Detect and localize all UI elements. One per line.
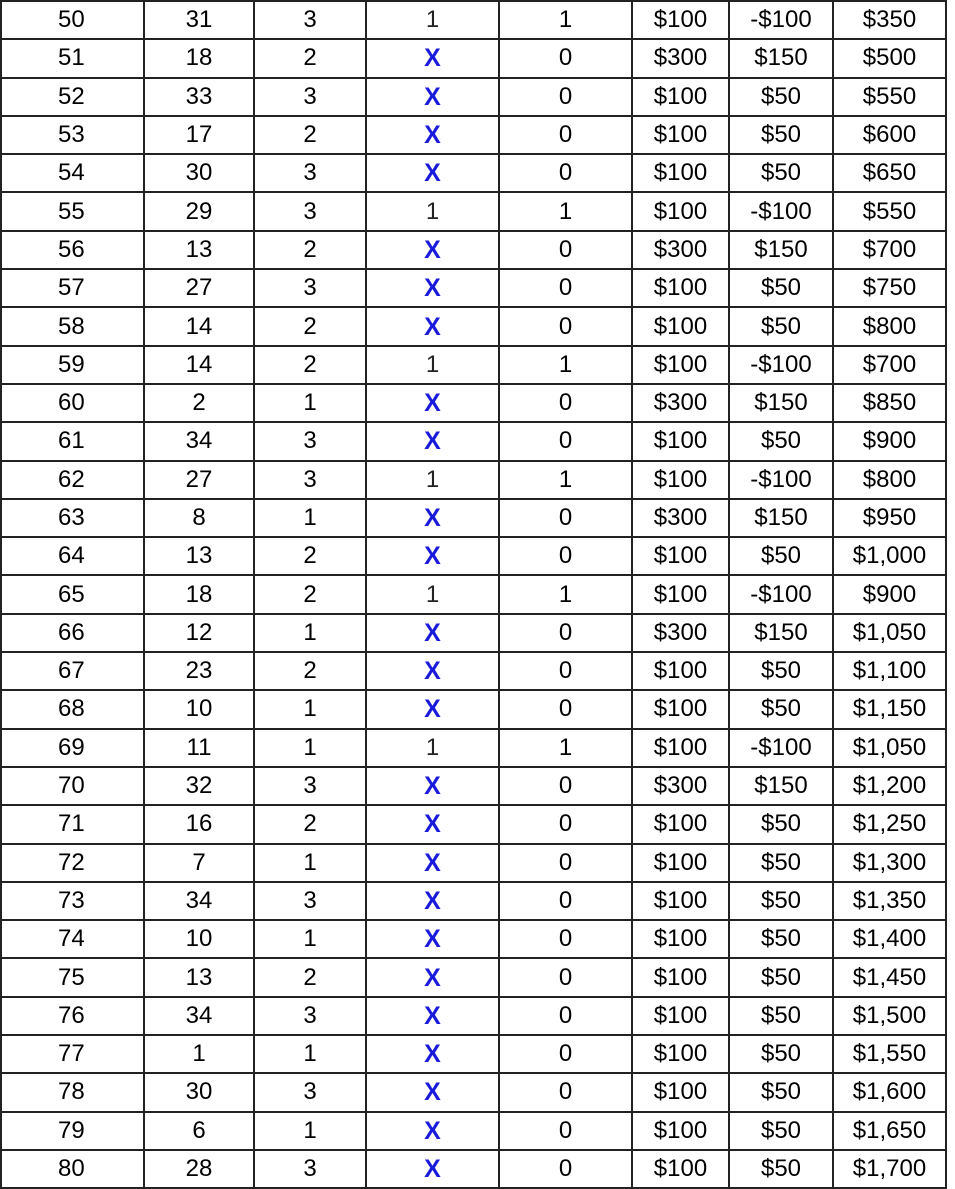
row-number-cell: 68 xyxy=(1,690,144,728)
flag-cell: 0 xyxy=(499,1035,632,1073)
wager-cell: $100 xyxy=(632,537,729,575)
wager-cell: $300 xyxy=(632,231,729,269)
row-number-cell: 74 xyxy=(1,920,144,958)
total-cell: $550 xyxy=(833,78,946,116)
count-cell: 18 xyxy=(144,39,254,77)
group-cell: 2 xyxy=(254,537,366,575)
row-number-cell: 66 xyxy=(1,614,144,652)
group-cell: 2 xyxy=(254,652,366,690)
group-cell: 1 xyxy=(254,614,366,652)
mark-cell: X xyxy=(366,499,499,537)
flag-cell: 0 xyxy=(499,652,632,690)
table-row xyxy=(1,920,946,958)
change-cell: $150 xyxy=(729,231,833,269)
total-cell: $1,600 xyxy=(833,1073,946,1111)
table-row xyxy=(1,537,946,575)
table-row xyxy=(1,461,946,499)
mark-cell: X xyxy=(366,882,499,920)
group-cell: 2 xyxy=(254,39,366,77)
change-cell: $50 xyxy=(729,920,833,958)
table-row xyxy=(1,575,946,613)
group-cell: 3 xyxy=(254,192,366,230)
change-cell: $50 xyxy=(729,154,833,192)
total-cell: $1,550 xyxy=(833,1035,946,1073)
row-number-cell: 55 xyxy=(1,192,144,230)
row-number-cell: 72 xyxy=(1,844,144,882)
flag-cell: 1 xyxy=(499,1,632,39)
count-cell: 28 xyxy=(144,1150,254,1188)
row-number-cell: 78 xyxy=(1,1073,144,1111)
flag-cell: 0 xyxy=(499,690,632,728)
group-cell: 1 xyxy=(254,690,366,728)
group-cell: 1 xyxy=(254,844,366,882)
count-cell: 27 xyxy=(144,269,254,307)
flag-cell: 1 xyxy=(499,461,632,499)
mark-cell: X xyxy=(366,997,499,1035)
count-cell: 34 xyxy=(144,882,254,920)
table-row xyxy=(1,729,946,767)
row-number-cell: 53 xyxy=(1,116,144,154)
count-cell: 2 xyxy=(144,384,254,422)
table-row xyxy=(1,499,946,537)
row-number-cell: 54 xyxy=(1,154,144,192)
mark-cell: X xyxy=(366,652,499,690)
mark-cell: X xyxy=(366,1112,499,1150)
count-cell: 31 xyxy=(144,1,254,39)
group-cell: 3 xyxy=(254,78,366,116)
wager-cell: $100 xyxy=(632,78,729,116)
count-cell: 30 xyxy=(144,154,254,192)
count-cell: 1 xyxy=(144,1035,254,1073)
mark-cell: X xyxy=(366,1073,499,1111)
mark-cell: X xyxy=(366,690,499,728)
change-cell: -$100 xyxy=(729,1,833,39)
flag-cell: 0 xyxy=(499,154,632,192)
mark-cell: X xyxy=(366,269,499,307)
count-cell: 7 xyxy=(144,844,254,882)
group-cell: 2 xyxy=(254,231,366,269)
wager-cell: $100 xyxy=(632,307,729,345)
total-cell: $1,050 xyxy=(833,614,946,652)
change-cell: $50 xyxy=(729,844,833,882)
group-cell: 2 xyxy=(254,346,366,384)
change-cell: $50 xyxy=(729,537,833,575)
mark-cell: X xyxy=(366,422,499,460)
total-cell: $650 xyxy=(833,154,946,192)
wager-cell: $100 xyxy=(632,461,729,499)
table-row xyxy=(1,767,946,805)
total-cell: $550 xyxy=(833,192,946,230)
table-row xyxy=(1,1035,946,1073)
table-row xyxy=(1,882,946,920)
table-row xyxy=(1,1150,946,1188)
total-cell: $900 xyxy=(833,422,946,460)
group-cell: 3 xyxy=(254,422,366,460)
group-cell: 3 xyxy=(254,1,366,39)
flag-cell: 1 xyxy=(499,575,632,613)
change-cell: $50 xyxy=(729,1035,833,1073)
wager-cell: $100 xyxy=(632,920,729,958)
wager-cell: $100 xyxy=(632,805,729,843)
wager-cell: $100 xyxy=(632,652,729,690)
total-cell: $700 xyxy=(833,231,946,269)
table-body xyxy=(1,1,946,1188)
total-cell: $350 xyxy=(833,1,946,39)
flag-cell: 0 xyxy=(499,422,632,460)
mark-cell: X xyxy=(366,78,499,116)
table-row xyxy=(1,1,946,39)
table-row xyxy=(1,192,946,230)
flag-cell: 0 xyxy=(499,384,632,422)
group-cell: 1 xyxy=(254,1112,366,1150)
wager-cell: $100 xyxy=(632,116,729,154)
flag-cell: 0 xyxy=(499,1150,632,1188)
change-cell: -$100 xyxy=(729,729,833,767)
count-cell: 32 xyxy=(144,767,254,805)
row-number-cell: 63 xyxy=(1,499,144,537)
total-cell: $950 xyxy=(833,499,946,537)
group-cell: 3 xyxy=(254,154,366,192)
row-number-cell: 64 xyxy=(1,537,144,575)
mark-cell: X xyxy=(366,307,499,345)
row-number-cell: 70 xyxy=(1,767,144,805)
change-cell: $50 xyxy=(729,1073,833,1111)
table-row xyxy=(1,958,946,996)
total-cell: $800 xyxy=(833,461,946,499)
wager-cell: $100 xyxy=(632,1150,729,1188)
wager-cell: $100 xyxy=(632,1112,729,1150)
total-cell: $850 xyxy=(833,384,946,422)
mark-cell: X xyxy=(366,1035,499,1073)
row-number-cell: 75 xyxy=(1,958,144,996)
row-number-cell: 76 xyxy=(1,997,144,1035)
table-row xyxy=(1,690,946,728)
change-cell: $50 xyxy=(729,805,833,843)
mark-cell: X xyxy=(366,384,499,422)
total-cell: $1,450 xyxy=(833,958,946,996)
count-cell: 12 xyxy=(144,614,254,652)
mark-cell: X xyxy=(366,844,499,882)
total-cell: $1,250 xyxy=(833,805,946,843)
row-number-cell: 61 xyxy=(1,422,144,460)
table-row xyxy=(1,78,946,116)
table-row xyxy=(1,39,946,77)
wager-cell: $100 xyxy=(632,844,729,882)
table-row xyxy=(1,422,946,460)
row-number-cell: 80 xyxy=(1,1150,144,1188)
table-row xyxy=(1,844,946,882)
flag-cell: 0 xyxy=(499,78,632,116)
change-cell: -$100 xyxy=(729,192,833,230)
total-cell: $1,400 xyxy=(833,920,946,958)
total-cell: $750 xyxy=(833,269,946,307)
mark-cell: X xyxy=(366,39,499,77)
change-cell: $50 xyxy=(729,116,833,154)
flag-cell: 0 xyxy=(499,958,632,996)
group-cell: 2 xyxy=(254,575,366,613)
mark-cell: 1 xyxy=(366,346,499,384)
table-row xyxy=(1,1073,946,1111)
row-number-cell: 73 xyxy=(1,882,144,920)
mark-cell: 1 xyxy=(366,575,499,613)
change-cell: $50 xyxy=(729,958,833,996)
row-number-cell: 57 xyxy=(1,269,144,307)
mark-cell: X xyxy=(366,116,499,154)
row-number-cell: 60 xyxy=(1,384,144,422)
mark-cell: X xyxy=(366,958,499,996)
flag-cell: 0 xyxy=(499,39,632,77)
group-cell: 2 xyxy=(254,958,366,996)
mark-cell: X xyxy=(366,154,499,192)
flag-cell: 1 xyxy=(499,192,632,230)
group-cell: 1 xyxy=(254,920,366,958)
flag-cell: 0 xyxy=(499,307,632,345)
row-number-cell: 71 xyxy=(1,805,144,843)
table-row xyxy=(1,614,946,652)
total-cell: $1,700 xyxy=(833,1150,946,1188)
count-cell: 18 xyxy=(144,575,254,613)
wager-cell: $300 xyxy=(632,614,729,652)
change-cell: $150 xyxy=(729,384,833,422)
change-cell: $50 xyxy=(729,690,833,728)
count-cell: 29 xyxy=(144,192,254,230)
table-row xyxy=(1,384,946,422)
wager-cell: $100 xyxy=(632,958,729,996)
row-number-cell: 59 xyxy=(1,346,144,384)
count-cell: 14 xyxy=(144,307,254,345)
group-cell: 1 xyxy=(254,384,366,422)
wager-cell: $100 xyxy=(632,192,729,230)
change-cell: $50 xyxy=(729,422,833,460)
row-number-cell: 51 xyxy=(1,39,144,77)
total-cell: $1,100 xyxy=(833,652,946,690)
table-row xyxy=(1,652,946,690)
wager-cell: $100 xyxy=(632,690,729,728)
table-row xyxy=(1,805,946,843)
total-cell: $1,500 xyxy=(833,997,946,1035)
count-cell: 13 xyxy=(144,958,254,996)
change-cell: $150 xyxy=(729,39,833,77)
total-cell: $1,300 xyxy=(833,844,946,882)
flag-cell: 0 xyxy=(499,920,632,958)
change-cell: $150 xyxy=(729,767,833,805)
change-cell: $50 xyxy=(729,652,833,690)
flag-cell: 0 xyxy=(499,269,632,307)
total-cell: $1,150 xyxy=(833,690,946,728)
table-row xyxy=(1,1112,946,1150)
flag-cell: 0 xyxy=(499,1073,632,1111)
mark-cell: X xyxy=(366,805,499,843)
group-cell: 3 xyxy=(254,1073,366,1111)
total-cell: $900 xyxy=(833,575,946,613)
change-cell: $50 xyxy=(729,997,833,1035)
count-cell: 17 xyxy=(144,116,254,154)
count-cell: 34 xyxy=(144,422,254,460)
wager-cell: $100 xyxy=(632,346,729,384)
wager-cell: $300 xyxy=(632,384,729,422)
row-number-cell: 50 xyxy=(1,1,144,39)
count-cell: 8 xyxy=(144,499,254,537)
row-number-cell: 77 xyxy=(1,1035,144,1073)
flag-cell: 0 xyxy=(499,844,632,882)
table-row xyxy=(1,231,946,269)
count-cell: 10 xyxy=(144,920,254,958)
group-cell: 3 xyxy=(254,461,366,499)
count-cell: 34 xyxy=(144,997,254,1035)
group-cell: 2 xyxy=(254,805,366,843)
group-cell: 3 xyxy=(254,1150,366,1188)
row-number-cell: 67 xyxy=(1,652,144,690)
change-cell: $50 xyxy=(729,78,833,116)
flag-cell: 1 xyxy=(499,346,632,384)
count-cell: 23 xyxy=(144,652,254,690)
flag-cell: 0 xyxy=(499,537,632,575)
total-cell: $800 xyxy=(833,307,946,345)
wager-cell: $100 xyxy=(632,1073,729,1111)
flag-cell: 0 xyxy=(499,499,632,537)
total-cell: $1,050 xyxy=(833,729,946,767)
count-cell: 10 xyxy=(144,690,254,728)
count-cell: 27 xyxy=(144,461,254,499)
group-cell: 3 xyxy=(254,269,366,307)
count-cell: 6 xyxy=(144,1112,254,1150)
wager-cell: $100 xyxy=(632,882,729,920)
group-cell: 3 xyxy=(254,767,366,805)
count-cell: 11 xyxy=(144,729,254,767)
count-cell: 16 xyxy=(144,805,254,843)
wager-cell: $100 xyxy=(632,729,729,767)
table-row xyxy=(1,346,946,384)
row-number-cell: 79 xyxy=(1,1112,144,1150)
total-cell: $700 xyxy=(833,346,946,384)
wager-cell: $100 xyxy=(632,575,729,613)
wager-cell: $100 xyxy=(632,154,729,192)
group-cell: 1 xyxy=(254,499,366,537)
wager-cell: $300 xyxy=(632,767,729,805)
mark-cell: X xyxy=(366,920,499,958)
flag-cell: 0 xyxy=(499,231,632,269)
mark-cell: X xyxy=(366,614,499,652)
mark-cell: X xyxy=(366,1150,499,1188)
group-cell: 3 xyxy=(254,997,366,1035)
row-number-cell: 69 xyxy=(1,729,144,767)
total-cell: $500 xyxy=(833,39,946,77)
flag-cell: 0 xyxy=(499,997,632,1035)
flag-cell: 0 xyxy=(499,614,632,652)
row-number-cell: 62 xyxy=(1,461,144,499)
count-cell: 13 xyxy=(144,231,254,269)
flag-cell: 0 xyxy=(499,767,632,805)
wager-cell: $300 xyxy=(632,39,729,77)
row-number-cell: 65 xyxy=(1,575,144,613)
flag-cell: 1 xyxy=(499,729,632,767)
total-cell: $1,200 xyxy=(833,767,946,805)
change-cell: -$100 xyxy=(729,575,833,613)
flag-cell: 0 xyxy=(499,805,632,843)
mark-cell: X xyxy=(366,767,499,805)
table-row xyxy=(1,307,946,345)
count-cell: 30 xyxy=(144,1073,254,1111)
change-cell: $50 xyxy=(729,882,833,920)
wager-cell: $300 xyxy=(632,499,729,537)
mark-cell: X xyxy=(366,231,499,269)
change-cell: $50 xyxy=(729,269,833,307)
row-number-cell: 52 xyxy=(1,78,144,116)
total-cell: $1,350 xyxy=(833,882,946,920)
table-row xyxy=(1,116,946,154)
mark-cell: 1 xyxy=(366,461,499,499)
flag-cell: 0 xyxy=(499,882,632,920)
change-cell: $50 xyxy=(729,1150,833,1188)
change-cell: $50 xyxy=(729,307,833,345)
group-cell: 3 xyxy=(254,882,366,920)
group-cell: 1 xyxy=(254,729,366,767)
change-cell: -$100 xyxy=(729,346,833,384)
wager-cell: $100 xyxy=(632,1035,729,1073)
group-cell: 2 xyxy=(254,307,366,345)
table-row xyxy=(1,269,946,307)
flag-cell: 0 xyxy=(499,1112,632,1150)
mark-cell: 1 xyxy=(366,192,499,230)
count-cell: 33 xyxy=(144,78,254,116)
wager-cell: $100 xyxy=(632,269,729,307)
change-cell: $150 xyxy=(729,499,833,537)
wager-cell: $100 xyxy=(632,1,729,39)
mark-cell: 1 xyxy=(366,1,499,39)
mark-cell: 1 xyxy=(366,729,499,767)
change-cell: $50 xyxy=(729,1112,833,1150)
group-cell: 2 xyxy=(254,116,366,154)
change-cell: $150 xyxy=(729,614,833,652)
wager-cell: $100 xyxy=(632,997,729,1035)
group-cell: 1 xyxy=(254,1035,366,1073)
count-cell: 14 xyxy=(144,346,254,384)
wager-cell: $100 xyxy=(632,422,729,460)
table-row xyxy=(1,154,946,192)
mark-cell: X xyxy=(366,537,499,575)
total-cell: $1,000 xyxy=(833,537,946,575)
total-cell: $1,650 xyxy=(833,1112,946,1150)
flag-cell: 0 xyxy=(499,116,632,154)
count-cell: 13 xyxy=(144,537,254,575)
table-row xyxy=(1,997,946,1035)
change-cell: -$100 xyxy=(729,461,833,499)
row-number-cell: 58 xyxy=(1,307,144,345)
row-number-cell: 56 xyxy=(1,231,144,269)
total-cell: $600 xyxy=(833,116,946,154)
